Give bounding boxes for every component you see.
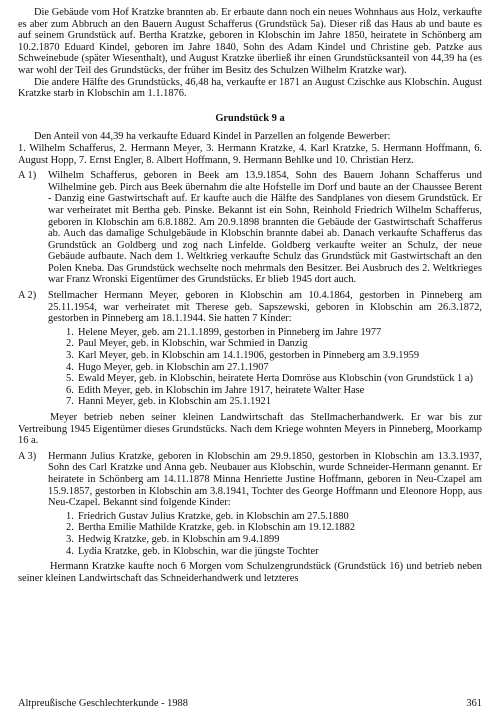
list-item-number: 3. [66,533,74,545]
entry-body [48,451,482,509]
entry-a1 [18,170,482,286]
list-item-number: 1. [66,326,74,338]
meyer-closing-paragraph: Meyer betrieb neben seiner kleinen Landwirtschaft das Stellmacherhandwerk. Er war bis zur Vertreibung 1945 Eigentümer dieses Grundstücks. Nach dem Kriege wohnten Meyers in Pinneberg, Moorkamp 16 a. [18,412,482,447]
list-item [66,546,482,558]
list-item [66,511,482,523]
list-item-text: Bertha Emilie Mathilde Kratzke, geb. in Klobschin am 19.12.1882 [78,522,356,534]
entry-a2 [18,290,482,325]
entry-text: Stellmacher Hermann Meyer, geboren in Klobschin am 10.4.1864, gestorben in Pinneberg am 25.11.1954, war verheiratet mit Therese geb. Sapszewski, geboren in Klobschin am 26.3.1872, gestorben in Pinneberg am 18.1.1944. Sie hatten 7 Kinder: [48,290,482,325]
list-item [66,338,482,350]
section-heading: Grundstück 9 a [215,112,285,124]
page-footer [18,698,482,710]
page-number: 361 [466,698,482,710]
list-item-text: Edith Meyer, geb. in Klobschin im Jahre 1917, heiratete Walter Hase [78,384,365,396]
entry-text: Wilhelm Schafferus, geboren in Beek am 13.9.1854, Sohn des Bauern Johann Schafferus und Wilhelmine geb. Pirch aus Beek übernahm die alte Hofstelle im Dorf und baute an der Chaussee Berent - Danzig eine Gastwirtschaft auf. Er kaufte auch die Hälfte des Sandplanes von diesem Grundstück. Er war verheiratet mit Bertha geb. Pinske. Bekannt ist ein Sohn, Reinhold Friedrich Wilhelm Schafferus, geboren in Klobschin am 6.8.1882. Am 20.9.1898 brannten die Gebäude der Gastwirtschaft Schafferus ab. Auch das damalige Schulgebäude in Klobschin brannte dabei ab. Danach verkaufte Schafferus das Grundstück an Goldberg und zog nach Linfelde. Goldberg verkaufte weiter an Schulz, der neue Gebäude aufbaute. Nach dem 1. Weltkrieg verkaufte Schulz das Grundstück mit Gastwirtschaft an den Polen Kneba. Das Grundstück wechselte noch mehrmals den Besitzer. Bei Ausbruch des 2. Weltkrieges war Franz Wronski Eigentümer des Grundstücks. Er blieb 1945 dort auch. [48,170,482,286]
list-item-number: 6. [66,384,74,396]
list-item-text: Hanni Meyer, geb. in Klobschin am 25.1.1921 [78,396,271,408]
list-item [66,396,482,408]
entry-a3 [18,451,482,509]
list-item-number: 5. [66,373,74,385]
list-item-text: Karl Meyer, geb. in Klobschin am 14.1.1906, gestorben in Pinneberg am 3.9.1959 [78,350,420,362]
intro-paragraph: Den Anteil von 44,39 ha verkaufte Eduard Kindel in Parzellen an folgende Bewerber: [34,131,391,143]
list-item-text: Helene Meyer, geb. am 21.1.1899, gestorben in Pinneberg im Jahre 1977 [78,326,382,338]
entry-label: A 1) [18,170,37,182]
entry-body [48,290,482,325]
list-item-number: 4. [66,361,74,373]
list-item-number: 2. [66,338,74,350]
list-item [66,362,482,374]
entry-body [48,170,482,286]
list-item [66,534,482,546]
paragraph-other-half: Die andere Hälfte des Grundstücks, 46,48 ha, verkaufte er 1871 an August Czischke aus Klobschin. August Kratzke starb in Klobschin am 1.1.1876. [18,76,482,100]
list-item-number: 1. [66,510,74,522]
list-item-text: Friedrich Gustav Julius Kratzke, geb. in Klobschin am 27.5.1880 [78,510,349,522]
entry-text: Hermann Julius Kratzke, geboren in Klobschin am 29.9.1850, gestorben in Klobschin am 13.3.1937, Sohn des Carl Kratzke und Anna geb. Neubauer aus Klobschin, wurde Schneider-Hermann genannt. Er heiratete in Schönberg am 14.11.1878 Minna Henriette Justine Hoffmann, geboren in Neu-Czapel am 15.9.1857, gestorben in Klobschin am 3.8.1941, Tochter des George Hoffmann und Eleonore Hopp, aus Neu-Czapel. Bekannt sind folgende Kinder: [48,450,482,509]
list-item-text: Hugo Meyer, geb. in Klobschin am 27.1.1907 [78,361,269,373]
list-item [66,385,482,397]
list-item [66,373,482,385]
list-item-text: Paul Meyer, geb. in Klobschin, war Schmied in Danzig [78,338,308,350]
children-list-kratzke [66,511,482,557]
list-item-number: 4. [66,545,74,557]
list-item-number: 2. [66,522,74,534]
list-item [66,350,482,362]
list-item-number: 3. [66,350,74,362]
bidders-list: 1. Wilhelm Schafferus, 2. Hermann Meyer, 3. Hermann Kratzke, 4. Karl Kratzke, 5. Hermann Hoffmann, 6. August Hopp, 7. Ernst Engler, 8. Albert Hoffmann, 9. Hermann Behlke und 10. Christian Herz. [18,142,482,166]
list-item [66,522,482,534]
kratzke-closing-paragraph: Hermann Kratzke kaufte noch 6 Morgen vom Schulzengrundstück (Grundstück 16) und betrieb neben seiner kleinen Landwirtschaft das Schneiderhandwerk und letzteres [18,561,482,584]
entry-label: A 2) [18,290,37,302]
list-item-number: 7. [66,396,74,408]
paragraph-kratzke-farm: Die Gebäude vom Hof Kratzke brannten ab. Er erbaute dann noch ein neues Wohnhaus aus Holz, verkaufte es aber zum Abbruch an den Bauern August Schafferus (Grundstück 5a). Dieser riß das Haus ab und baute es auf seinem Grundstück auf. Bertha Kratzke, geboren in Klobschin im Jahre 1850, heiratete in Schönberg am 10.2.1870 Eduard Kindel, geboren im Jahre 1840, Sohn des Adam Kindel und Christine geb. Patzke aus Schweinebude (später Wiesenthalt), und August Kratzke überließ ihr einen Grundstücksanteil von 44,39 ha (es war wohl der Teil des Grundstücks, der früher im Besitz des Schulzen Wilhelm Kratzke war). [18,7,482,76]
footer-publication: Altpreußische Geschlechterkunde - 1988 [18,698,188,710]
entry-label: A 3) [18,450,37,462]
list-item-text: Hedwig Kratzke, geb. in Klobschin am 9.4.1899 [78,533,280,545]
list-item-text: Lydia Kratzke, geb. in Klobschin, war die jüngste Tochter [78,545,319,557]
list-item-text: Ewald Meyer, geb. in Klobschin, heiratete Herta Domröse aus Klobschin (von Grundstück 1 a) [78,373,473,385]
children-list-meyer [66,327,482,408]
list-item [66,327,482,339]
